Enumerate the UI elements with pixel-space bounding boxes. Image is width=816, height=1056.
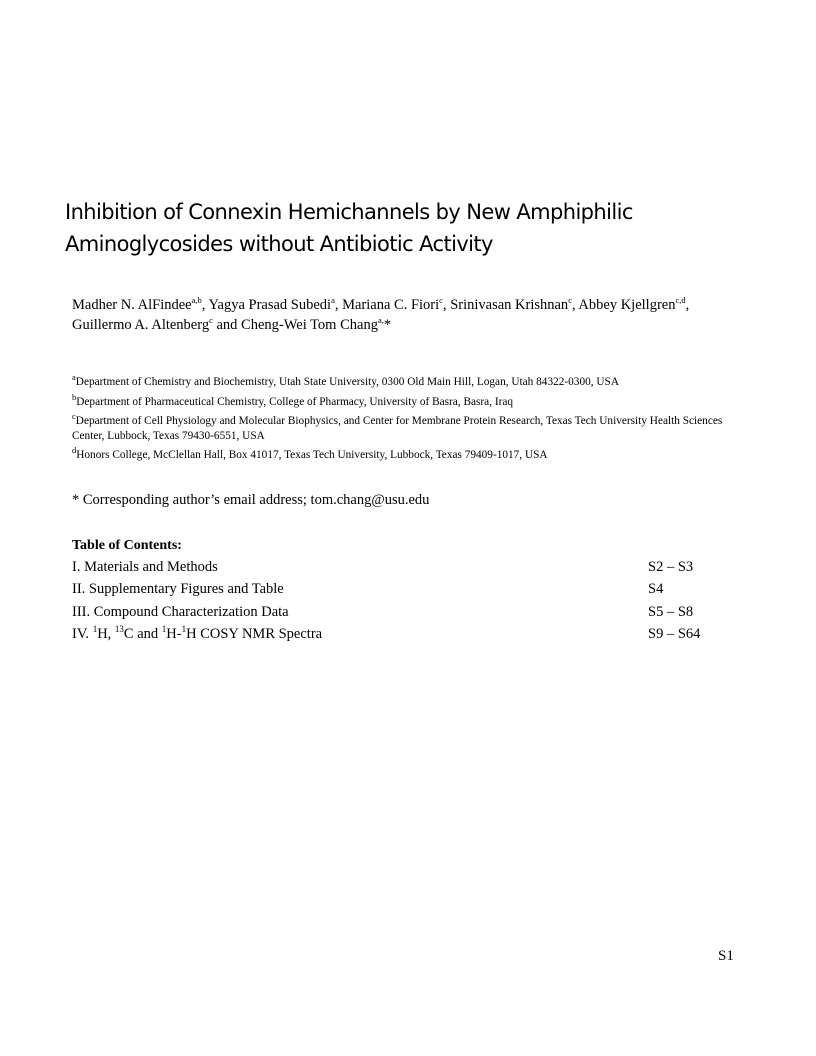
author-separator: ,: [201, 297, 209, 313]
toc-row-pages: S2 – S3: [648, 559, 694, 575]
author-separator: ,: [442, 297, 451, 313]
author-affiliation-mark: c,d: [675, 295, 686, 306]
author-name: Mariana C. Fiori: [342, 297, 440, 313]
author-separator: and: [212, 317, 242, 333]
affiliation-text: Department of Chemistry and Biochemistry, Utah State University, 0300 Old Main Hill, Logan, Utah 84322-0300, USA: [75, 376, 619, 388]
toc-row-label: III. Compound Characterization Data: [72, 604, 289, 620]
isotope-superscript: 1: [181, 624, 187, 635]
toc-row-label: I. Materials and Methods: [72, 559, 218, 575]
page-number: S1: [718, 948, 734, 964]
toc-row: [72, 578, 752, 600]
toc-row: [72, 623, 752, 645]
toc-row-pages: S5 – S8: [648, 604, 694, 620]
author-affiliation-mark: a,: [377, 315, 384, 326]
affiliation-a: [72, 372, 752, 390]
toc-row: [72, 556, 752, 578]
affiliation-text: Department of Cell Physiology and Molecular Biophysics, and Center for Membrane Protein Research, Texas Tech University Health Sciences Center, Lubbock, Texas 79430-6551, USA: [72, 415, 723, 442]
affiliation-text: Department of Pharmaceutical Chemistry, College of Pharmacy, University of Basra, Basra, Iraq: [76, 396, 514, 408]
isotope-superscript: 13: [114, 624, 124, 635]
toc-label-part: H COSY NMR Spectra: [186, 626, 323, 642]
toc-row-label: [72, 623, 322, 645]
toc-row: [72, 601, 752, 623]
affiliation-mark: d: [72, 445, 77, 456]
toc-row-pages: S4: [648, 581, 664, 597]
toc-label-part: IV.: [72, 626, 93, 642]
author-affiliation-mark: c: [568, 295, 572, 306]
author-list: [72, 295, 712, 335]
toc-row-label: II. Supplementary Figures and Table: [72, 581, 284, 597]
toc-label-part: H-: [166, 626, 182, 642]
author-name: Srinivasan Krishnan: [450, 297, 569, 313]
toc-label-part: C and: [123, 626, 162, 642]
author-affiliation-mark: c: [439, 295, 443, 306]
affiliation-c: [72, 411, 752, 444]
author-name: Yagya Prasad Subedi: [208, 297, 332, 313]
author-name: Madher N. AlFindee: [72, 297, 192, 313]
isotope-superscript: 1: [161, 624, 167, 635]
affiliation-b: [72, 392, 752, 410]
author-separator: ,: [334, 297, 343, 313]
toc-heading: Table of Contents:: [72, 538, 182, 553]
toc-row-pages: S9 – S64: [648, 626, 701, 642]
affiliation-text: Honors College, McClellan Hall, Box 41017, Texas Tech University, Lubbock, Texas 79409-1017, USA: [76, 449, 548, 461]
corresponding-author-note: * Corresponding author’s email address; tom.chang@usu.edu: [72, 492, 430, 508]
author-affiliation-mark: a,b: [191, 295, 202, 306]
author-name: Abbey Kjellgren: [578, 297, 676, 313]
affiliation-mark: c: [72, 411, 76, 422]
affiliation-mark: a: [72, 372, 76, 383]
author-name: Guillermo A. Altenberg: [72, 317, 210, 333]
corresponding-asterisk: *: [383, 317, 392, 333]
title-line-1: Inhibition of Connexin Hemichannels by New Amphiphilic: [65, 200, 633, 224]
affiliation-mark: b: [72, 392, 77, 403]
author-name: Cheng-Wei Tom Chang: [241, 317, 378, 333]
affiliation-d: [72, 445, 752, 463]
title-line-2: Aminoglycosides without Antibiotic Activity: [65, 232, 493, 256]
toc-label-part: H,: [97, 626, 115, 642]
author-separator: ,: [685, 297, 690, 313]
paper-title: [65, 196, 745, 260]
author-separator: ,: [571, 297, 579, 313]
author-affiliation-mark: a: [331, 295, 335, 306]
author-affiliation-mark: c: [209, 315, 213, 326]
isotope-superscript: 1: [92, 624, 98, 635]
